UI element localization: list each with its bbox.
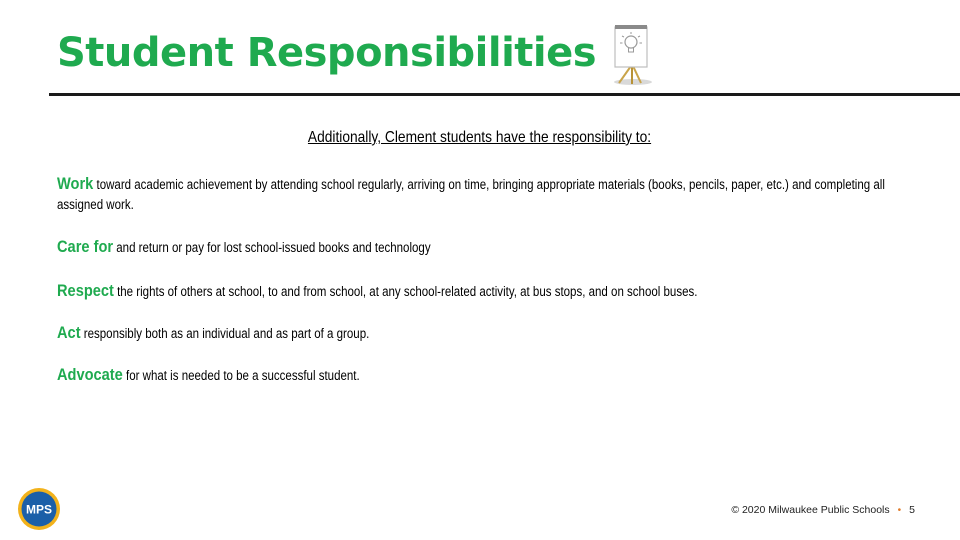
slide-subtitle <box>0 129 960 147</box>
item-text: the rights of others at school, to and from school, at any school-related activity, at bus stops, and on school buses. <box>113 284 698 299</box>
item-keyword: Respect <box>57 281 114 300</box>
footer-separator: • <box>897 505 902 516</box>
list-item-advocate <box>57 365 908 386</box>
mps-logo <box>17 487 61 531</box>
item-text: toward academic achievement by attending school regularly, arriving on time, bringing appropriate materials (books, pencils, paper, etc.) and completing all assigned work. <box>57 177 885 212</box>
list-item-care-for <box>57 237 908 258</box>
item-keyword: Act <box>57 323 81 342</box>
item-text: for what is needed to be a successful student. <box>122 368 360 383</box>
title-divider <box>49 93 960 96</box>
item-text: and return or pay for lost school-issued books and technology <box>113 240 431 255</box>
item-keyword: Care for <box>57 237 114 256</box>
item-keyword: Work <box>57 174 94 193</box>
page-number: 5 <box>909 504 915 516</box>
responsibility-list <box>57 174 907 386</box>
item-text: responsibly both as an individual and as part of a group. <box>80 326 370 341</box>
list-item-act <box>57 323 908 344</box>
subtitle-text: Additionally, Clement students have the responsibility to: <box>308 129 652 146</box>
list-item-respect <box>57 281 908 302</box>
footer-copyright: © 2020 Milwaukee Public Schools <box>731 504 890 516</box>
list-item-work <box>57 174 908 216</box>
slide-title: Student Responsibilities <box>57 30 597 76</box>
logo-text: MPS <box>25 502 53 517</box>
easel-lightbulb-icon <box>607 22 655 88</box>
item-keyword: Advocate <box>57 365 123 384</box>
footer <box>731 504 915 516</box>
